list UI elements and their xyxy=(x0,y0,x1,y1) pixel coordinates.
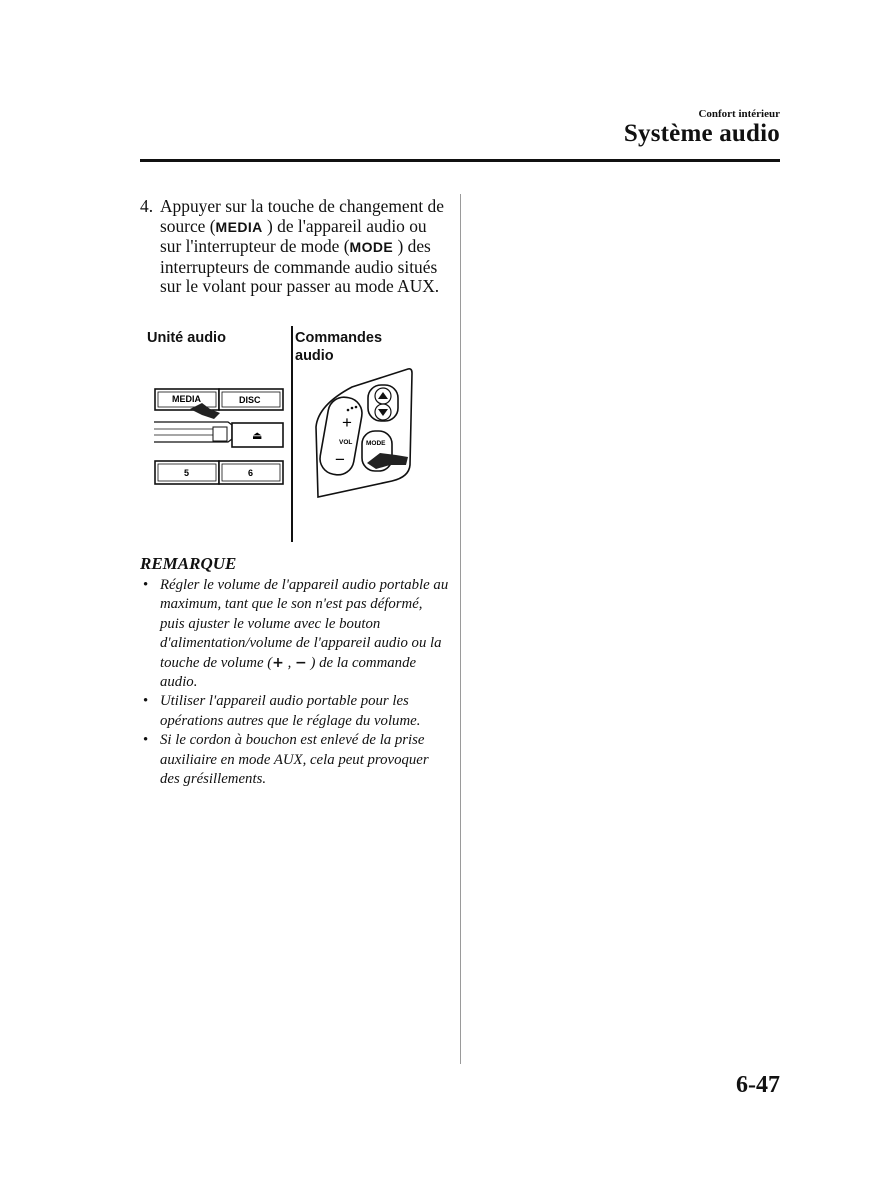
media-button-label: MEDIA xyxy=(172,394,201,404)
eject-icon: ⏏ xyxy=(252,430,263,442)
minus-icon: − xyxy=(295,654,307,671)
note-item-1: • Régler le volume de l'appareil audio portable au maximum, tant que le son n'est pas déformé, puis ajuster le volume avec le bouton d'alimentation/volume de l'appareil audio ou la touche de volume (+ , − ) de la commande audio. xyxy=(143,577,449,691)
vol-minus-icon: − xyxy=(335,450,345,469)
page-number: 6-47 xyxy=(736,1072,780,1098)
disc-button-label: DISC xyxy=(239,395,261,405)
mode-key-label: MODE xyxy=(349,239,394,256)
header-rule xyxy=(140,159,780,162)
bullet: • xyxy=(143,693,149,710)
figure-label-audio-unit: Unité audio xyxy=(147,330,226,346)
preset-5-label: 5 xyxy=(184,468,190,478)
audio-unit-illustration xyxy=(150,385,290,490)
figure-divider xyxy=(291,326,293,542)
note-title: REMARQUE xyxy=(140,554,237,573)
steering-controls-illustration xyxy=(312,365,422,500)
step-number: 4. xyxy=(140,196,154,216)
note-item-2: • Utiliser l'appareil audio portable pour les opérations autres que le réglage du volume. xyxy=(143,693,421,729)
section-label: Confort intérieur xyxy=(698,108,780,120)
figure-label-audio-controls: Commandes audio xyxy=(295,330,383,364)
vol-plus-icon: + xyxy=(342,413,352,432)
step-4 xyxy=(140,197,450,297)
preset-6-label: 6 xyxy=(248,468,254,478)
plus-icon: + xyxy=(272,654,284,671)
column-divider xyxy=(460,194,461,1064)
bullet: • xyxy=(143,577,149,593)
bullet: • xyxy=(143,732,149,749)
mode-button-label: MODE xyxy=(366,440,386,447)
note-item-3: • Si le cordon à bouchon est enlevé de la prise auxiliaire en mode AUX, cela peut provoquer des grésillements. xyxy=(143,732,429,788)
vol-label: VOL xyxy=(339,439,353,446)
note-list xyxy=(140,576,450,789)
media-key-label: MEDIA xyxy=(215,218,263,235)
page-title: Système audio xyxy=(623,120,780,147)
step-text: Appuyer sur la touche de changement de source (MEDIA ) de l'appareil audio ou sur l'interrupteur de mode (MODE ) des interrupteurs de commande audio situés sur le volant pour passer au mode AUX. xyxy=(160,196,444,297)
